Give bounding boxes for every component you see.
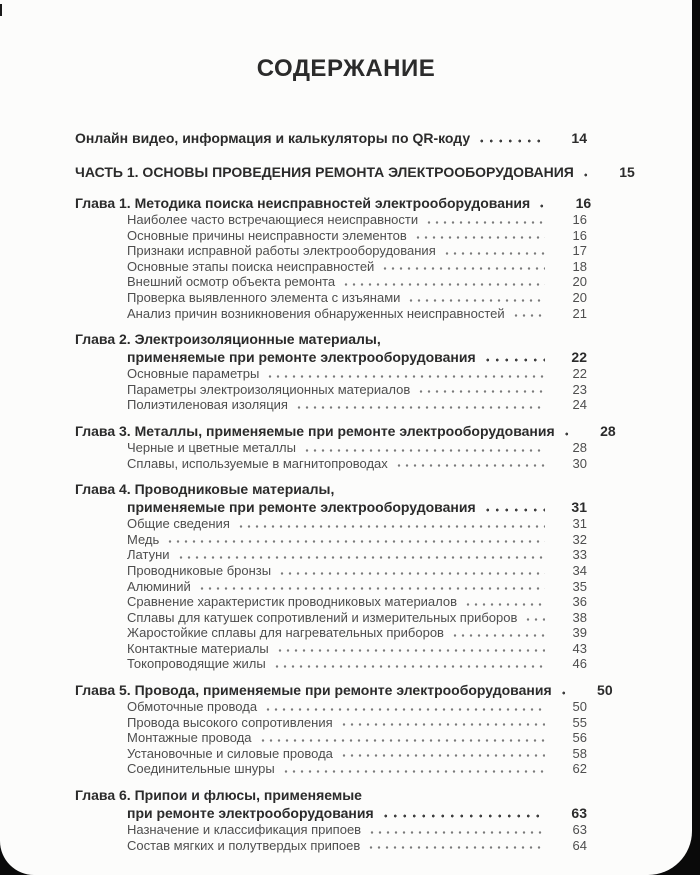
toc-item-label: Соединительные шнуры <box>127 761 275 777</box>
dot-leader <box>166 532 545 548</box>
page-number: 14 <box>571 130 587 146</box>
toc-sub-item <box>75 366 587 382</box>
dot-leader <box>278 563 545 579</box>
toc-entry-label: ЧАСТЬ 1. ОСНОВЫ ПРОВЕДЕНИЯ РЕМОНТА ЭЛЕКТРООБОРУДОВАНИЯ <box>75 164 574 180</box>
toc-entry-row <box>75 681 613 699</box>
toc-sub-item <box>75 699 587 715</box>
dot-leader <box>368 822 545 838</box>
toc-item-label: Состав мягких и полутвердых припоев <box>127 837 361 853</box>
toc-item-label: Алюминий <box>127 578 191 594</box>
dot-leader <box>340 746 545 762</box>
page-edge-artifact <box>0 4 2 16</box>
toc-entry-label: Онлайн видео, информация и калькуляторы по QR-коду <box>75 130 471 146</box>
dot-leader <box>477 129 545 147</box>
toc-sub-item <box>75 579 587 595</box>
toc-item-label: Проводниковые бронзы <box>127 562 272 578</box>
dot-leader <box>483 498 545 516</box>
page-number: 18 <box>572 258 587 274</box>
toc-item-label: Назначение и классификация припоев <box>127 822 362 838</box>
toc-sub-item <box>75 610 587 626</box>
toc-entry-chapter <box>75 681 613 777</box>
page-number: 28 <box>600 422 616 439</box>
toc-entry-chapter <box>75 194 592 321</box>
dot-leader <box>340 715 545 731</box>
page-number: 35 <box>572 578 587 594</box>
dot-leader <box>425 212 545 228</box>
page-number: 21 <box>572 305 587 321</box>
toc-entry-label: Глава 3. Металлы, применяемые при ремонте электрооборудования <box>75 422 555 439</box>
toc-sub-item <box>75 656 587 672</box>
page-number: 33 <box>572 547 587 563</box>
toc-sub-item <box>75 243 587 259</box>
toc-sub-item <box>75 547 587 563</box>
toc-entry-chapter <box>75 786 587 853</box>
dot-leader <box>295 397 545 413</box>
page-number: 50 <box>572 699 587 715</box>
page-number: 55 <box>572 714 587 730</box>
toc-sub-item <box>75 838 587 854</box>
toc-entry-chapter <box>75 480 587 672</box>
toc-item-label: Основные этапы поиска неисправностей <box>127 258 375 274</box>
toc-sub-item <box>75 306 587 322</box>
dot-leader <box>259 730 545 746</box>
page-number: 16 <box>572 212 587 227</box>
toc-item-label: Проверка выявленного элемента с изъянами <box>127 289 401 305</box>
dot-leader <box>264 699 545 715</box>
toc-sub-item <box>75 746 587 762</box>
toc-title: СОДЕРЖАНИЕ <box>256 55 436 82</box>
toc-item-label: Анализ причин возникновения обнаруженных неисправностей <box>127 305 505 321</box>
dot-leader <box>342 274 545 290</box>
toc-sub-item <box>75 563 587 579</box>
dot-leader <box>282 761 545 777</box>
page-number: 24 <box>572 397 587 413</box>
page-number: 31 <box>572 516 587 532</box>
page-number: 50 <box>597 682 613 699</box>
toc-sub-item <box>75 730 587 746</box>
dot-leader <box>414 228 545 244</box>
page-number: 58 <box>572 745 587 761</box>
page-number: 62 <box>572 761 587 777</box>
dot-leader <box>537 194 549 212</box>
toc-entry-chapter <box>75 330 587 413</box>
toc-entry-label: применяемые при ремонте электрооборудования <box>127 499 476 516</box>
toc-item-label: Медь <box>127 531 160 547</box>
toc-entry-label: Глава 2. Электроизоляционные материалы, <box>75 331 381 348</box>
dot-leader <box>407 290 545 306</box>
page-number: 43 <box>572 640 587 656</box>
dot-leader <box>562 422 574 440</box>
page-number: 63 <box>571 805 587 822</box>
toc-sub-item <box>75 641 587 657</box>
toc-item-label: Основные параметры <box>127 366 260 382</box>
toc-entry-row <box>75 348 587 366</box>
toc-sub-item <box>75 440 587 456</box>
page-number: 39 <box>572 625 587 641</box>
dot-leader <box>483 348 545 366</box>
toc-sub-item <box>75 382 587 398</box>
toc-entry-row <box>75 786 587 804</box>
page-number: 46 <box>572 656 587 672</box>
toc-item-label: Провода высокого сопротивления <box>127 714 333 730</box>
toc-entry-row <box>75 129 587 147</box>
toc-entry-intro <box>75 129 587 147</box>
toc-entry-label: Глава 1. Методика поиска неисправностей электрооборудования <box>75 195 531 211</box>
toc-entry-row <box>75 498 587 516</box>
toc-item-label: Основные причины неисправности элементов <box>127 227 407 243</box>
dot-leader <box>512 306 545 322</box>
page-number: 22 <box>571 349 587 366</box>
page-number: 17 <box>572 243 587 259</box>
page-number: 16 <box>572 227 587 243</box>
toc-item-label: Параметры электроизоляционных материалов <box>127 381 411 397</box>
page-number: 28 <box>572 439 587 455</box>
page-number: 20 <box>572 274 587 290</box>
toc-sub-item <box>75 594 587 610</box>
toc-sub-item <box>75 274 587 290</box>
toc-item-label: Полиэтиленовая изоляция <box>127 397 288 413</box>
toc-sub-item <box>75 228 587 244</box>
page-number: 23 <box>572 381 587 397</box>
page-number: 32 <box>572 531 587 547</box>
dot-leader <box>303 440 545 456</box>
toc-entry-label: Глава 6. Припои и флюсы, применяемые <box>75 787 362 804</box>
toc-item-label: Внешний осмотр объекта ремонта <box>127 274 336 290</box>
toc-sub-item <box>75 212 587 228</box>
toc-item-label: Черные и цветные металлы <box>127 439 296 455</box>
page-number: 22 <box>572 366 587 382</box>
dot-leader <box>559 681 571 699</box>
toc-item-label: Общие сведения <box>127 516 230 532</box>
toc-item-label: Сплавы, используемые в магнитопроводах <box>127 455 388 471</box>
dot-leader <box>464 594 545 610</box>
toc-entry-row <box>75 163 635 181</box>
toc-item-label: Жаростойкие сплавы для нагревательных приборов <box>127 625 444 641</box>
toc-entry-label: Глава 5. Провода, применяемые при ремонте электрооборудования <box>75 682 552 699</box>
dot-leader <box>367 838 545 854</box>
dot-leader <box>451 625 545 641</box>
toc-entry-chapter <box>75 422 616 471</box>
toc-sub-item <box>75 822 587 838</box>
dot-leader <box>381 804 545 822</box>
toc-sub-item <box>75 625 587 641</box>
page-number: 20 <box>572 289 587 305</box>
toc-entry-row <box>75 422 616 440</box>
toc-item-label: Сплавы для катушек сопротивлений и измерительных приборов <box>127 609 518 625</box>
dot-leader <box>581 163 593 181</box>
toc-sub-item <box>75 290 587 306</box>
toc-entry-row <box>75 480 587 498</box>
dot-leader <box>443 243 545 259</box>
toc-entry-label: Глава 4. Проводниковые материалы, <box>75 481 335 498</box>
dot-leader <box>266 366 545 382</box>
page-number: 15 <box>619 164 635 180</box>
toc-item-label: Обмоточные провода <box>127 699 258 715</box>
toc-item-label: Монтажные провода <box>127 730 252 746</box>
toc-item-label: Наиболее часто встречающиеся неисправности <box>127 212 419 227</box>
toc-item-label: Латуни <box>127 547 170 563</box>
toc-list <box>75 129 635 853</box>
page-number: 34 <box>572 562 587 578</box>
toc-sub-item <box>75 715 587 731</box>
dot-leader <box>198 579 545 595</box>
dot-leader <box>177 547 545 563</box>
page-number: 36 <box>572 594 587 610</box>
page-number: 64 <box>572 837 587 853</box>
toc-sub-item <box>75 516 587 532</box>
dot-leader <box>237 516 545 532</box>
dot-leader <box>273 656 545 672</box>
page-number: 56 <box>572 730 587 746</box>
toc-entry-row <box>75 194 592 212</box>
toc-sub-item <box>75 259 587 275</box>
toc-sub-item <box>75 397 587 413</box>
dot-leader <box>417 382 545 398</box>
page-number: 30 <box>572 455 587 471</box>
toc-sub-item <box>75 456 587 472</box>
toc-entry-part <box>75 163 635 181</box>
dot-leader <box>381 259 545 275</box>
dot-leader <box>395 456 545 472</box>
toc-item-label: Контактные материалы <box>127 640 269 656</box>
toc-entry-row <box>75 330 587 348</box>
dot-leader <box>524 610 545 626</box>
toc-entry-label: при ремонте электрооборудования <box>127 805 374 822</box>
page-number: 31 <box>571 499 587 516</box>
page-number: 63 <box>572 822 587 838</box>
toc-entry-label: применяемые при ремонте электрооборудования <box>127 349 476 366</box>
page-number: 16 <box>575 195 592 211</box>
dot-leader <box>276 641 545 657</box>
toc-sub-item <box>75 761 587 777</box>
toc-entry-row <box>75 804 587 822</box>
toc-item-label: Признаки исправной работы электрооборудования <box>127 243 436 259</box>
page-number: 38 <box>572 609 587 625</box>
toc-sub-item <box>75 532 587 548</box>
toc-item-label: Установочные и силовые провода <box>127 745 333 761</box>
toc-item-label: Сравнение характеристик проводниковых материалов <box>127 594 458 610</box>
toc-item-label: Токопроводящие жилы <box>127 656 266 672</box>
